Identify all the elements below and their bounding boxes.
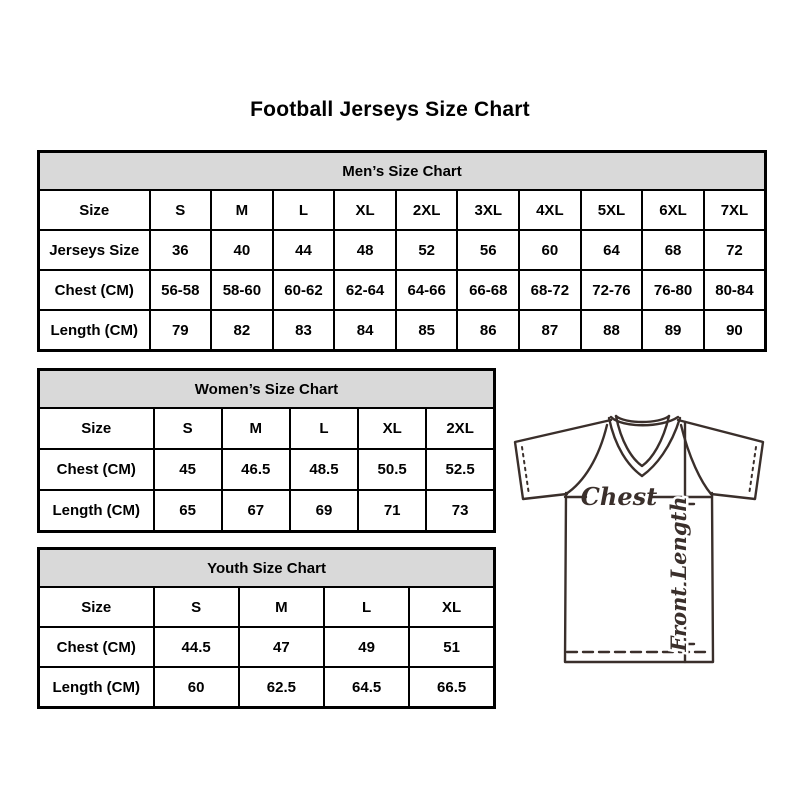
table-cell: 47 — [239, 627, 324, 667]
table-cell: 64 — [581, 230, 643, 270]
table-cell: 48.5 — [290, 449, 358, 490]
table-cell: 83 — [273, 310, 335, 351]
table-cell: 62.5 — [239, 667, 324, 708]
table-cell: 52.5 — [426, 449, 494, 490]
table-row — [39, 190, 766, 230]
table-cell: 6XL — [642, 190, 704, 230]
table-cell: 2XL — [426, 408, 494, 449]
table-row — [39, 627, 495, 667]
table-cell: 87 — [519, 310, 581, 351]
table-cell: 73 — [426, 490, 494, 532]
table-cell: 64-66 — [396, 270, 458, 310]
row-label: Chest (CM) — [39, 449, 154, 490]
table-row — [39, 490, 495, 532]
table-cell: 69 — [290, 490, 358, 532]
table-cell: M — [239, 587, 324, 627]
table-cell: 52 — [396, 230, 458, 270]
table-cell: 66.5 — [409, 667, 494, 708]
table-header-row — [39, 549, 495, 588]
table-cell: 48 — [334, 230, 396, 270]
jersey-outline-icon — [505, 400, 775, 690]
table-row — [39, 310, 766, 351]
table-cell: 3XL — [457, 190, 519, 230]
mens-table-title: Men’s Size Chart — [39, 152, 766, 191]
row-label: Size — [39, 190, 150, 230]
table-cell: 60 — [154, 667, 239, 708]
table-row — [39, 230, 766, 270]
table-cell: 84 — [334, 310, 396, 351]
table-cell: 50.5 — [358, 449, 426, 490]
table-row — [39, 408, 495, 449]
table-cell: 72-76 — [581, 270, 643, 310]
table-cell: 46.5 — [222, 449, 290, 490]
table-cell: 49 — [324, 627, 409, 667]
jersey-diagram — [505, 400, 775, 690]
table-cell: XL — [334, 190, 396, 230]
table-cell: 60 — [519, 230, 581, 270]
table-cell: 90 — [704, 310, 766, 351]
table-cell: XL — [409, 587, 494, 627]
table-cell: 2XL — [396, 190, 458, 230]
table-cell: 44 — [273, 230, 335, 270]
table-cell: M — [222, 408, 290, 449]
table-cell: L — [324, 587, 409, 627]
table-header-row — [39, 152, 766, 191]
table-cell: 60-62 — [273, 270, 335, 310]
youth-table-title: Youth Size Chart — [39, 549, 495, 588]
table-cell: 68-72 — [519, 270, 581, 310]
table-cell: 80-84 — [704, 270, 766, 310]
table-cell: S — [154, 408, 222, 449]
table-cell: 88 — [581, 310, 643, 351]
table-cell: S — [154, 587, 239, 627]
table-cell: M — [211, 190, 273, 230]
table-row — [39, 449, 495, 490]
row-label: Size — [39, 408, 154, 449]
womens-size-table — [37, 368, 496, 533]
table-cell: L — [290, 408, 358, 449]
row-label: Length (CM) — [39, 490, 154, 532]
table-cell: 58-60 — [211, 270, 273, 310]
table-cell: 56 — [457, 230, 519, 270]
table-cell: 86 — [457, 310, 519, 351]
youth-size-table — [37, 547, 496, 709]
table-cell: XL — [358, 408, 426, 449]
row-label: Jerseys Size — [39, 230, 150, 270]
page-title: Football Jerseys Size Chart — [250, 98, 530, 121]
table-cell: 40 — [211, 230, 273, 270]
chest-label: Chest — [580, 482, 658, 511]
row-label: Size — [39, 587, 154, 627]
table-cell: 51 — [409, 627, 494, 667]
row-label: Chest (CM) — [39, 270, 150, 310]
table-cell: 36 — [150, 230, 212, 270]
table-cell: 72 — [704, 230, 766, 270]
table-row — [39, 587, 495, 627]
table-header-row — [39, 370, 495, 409]
table-cell: 4XL — [519, 190, 581, 230]
table-cell: 65 — [154, 490, 222, 532]
table-row — [39, 667, 495, 708]
table-cell: 79 — [150, 310, 212, 351]
table-cell: 62-64 — [334, 270, 396, 310]
table-row — [39, 270, 766, 310]
table-cell: 45 — [154, 449, 222, 490]
table-cell: 89 — [642, 310, 704, 351]
womens-table-title: Women’s Size Chart — [39, 370, 495, 409]
table-cell: 76-80 — [642, 270, 704, 310]
table-cell: 85 — [396, 310, 458, 351]
table-cell: L — [273, 190, 335, 230]
table-cell: 67 — [222, 490, 290, 532]
front-length-label: Front Length — [666, 496, 691, 652]
mens-size-table — [37, 150, 767, 352]
row-label: Length (CM) — [39, 667, 154, 708]
table-cell: 66-68 — [457, 270, 519, 310]
table-cell: 5XL — [581, 190, 643, 230]
table-cell: 68 — [642, 230, 704, 270]
row-label: Chest (CM) — [39, 627, 154, 667]
table-cell: 44.5 — [154, 627, 239, 667]
table-cell: 82 — [211, 310, 273, 351]
table-cell: 56-58 — [150, 270, 212, 310]
table-cell: 71 — [358, 490, 426, 532]
table-cell: 7XL — [704, 190, 766, 230]
table-cell: S — [150, 190, 212, 230]
row-label: Length (CM) — [39, 310, 150, 351]
table-cell: 64.5 — [324, 667, 409, 708]
